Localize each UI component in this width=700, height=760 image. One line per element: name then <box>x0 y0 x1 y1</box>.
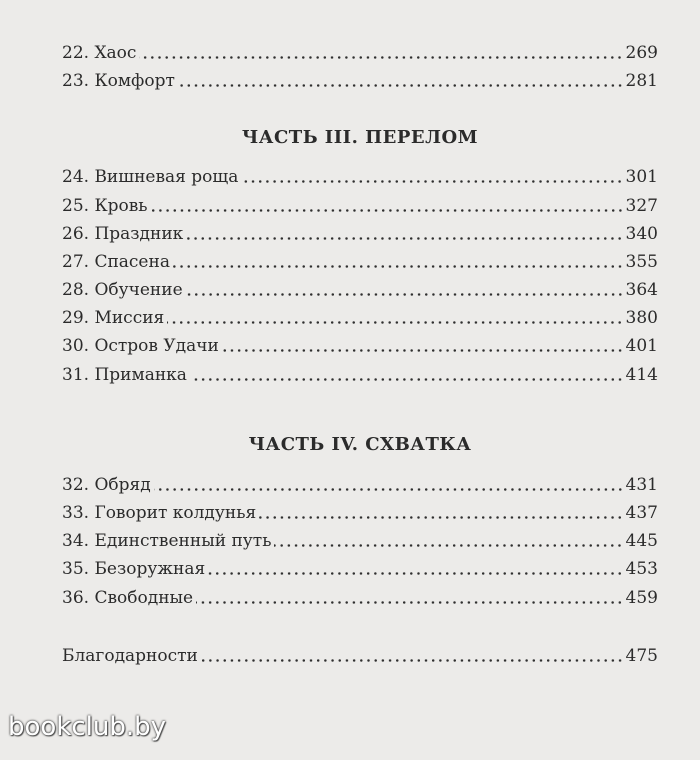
toc-entry-acknowledgements[interactable] <box>62 640 658 666</box>
toc-entry-title: Благодарности <box>62 646 198 666</box>
toc-entry-title: 31. Приманка <box>62 365 187 385</box>
watermark: bookclub.by <box>8 712 167 742</box>
toc-entry-title: 28. Обучение <box>62 280 183 300</box>
dot-leader <box>274 544 623 547</box>
toc-entry[interactable] <box>62 37 658 63</box>
dot-leader <box>173 265 624 268</box>
toc-entry-page: 269 <box>625 43 658 63</box>
toc-entry-page: 431 <box>625 475 658 495</box>
toc-entry-page: 281 <box>625 71 658 91</box>
dot-leader <box>196 601 623 604</box>
toc-entry-title: 36. Свободные <box>62 588 194 608</box>
toc-entry[interactable] <box>62 218 658 244</box>
toc-entry-title: 26. Праздник <box>62 224 184 244</box>
toc-entry-title: 34. Единственный путь <box>62 531 272 551</box>
toc-entry-title: 23. Комфорт <box>62 71 175 91</box>
toc-entry-page: 459 <box>625 588 658 608</box>
toc-entry-title: 32. Обряд <box>62 475 151 495</box>
toc-entry-page: 364 <box>625 280 658 300</box>
dot-leader <box>186 237 623 240</box>
dot-leader <box>154 488 624 491</box>
toc-entry-title: 24. Вишневая роща <box>62 167 239 187</box>
toc-entry-page: 445 <box>625 531 658 551</box>
toc-entry-title: 35. Безоружная <box>62 559 206 579</box>
toc-entry[interactable] <box>62 190 658 216</box>
toc-entry-page: 475 <box>625 646 658 666</box>
toc-entry-page: 355 <box>625 252 658 272</box>
dot-leader <box>139 56 623 59</box>
dot-leader <box>151 209 624 212</box>
toc-entry-page: 301 <box>625 167 658 187</box>
part-heading: ЧАСТЬ III. ПЕРЕЛОМ <box>241 127 479 148</box>
toc-entry[interactable] <box>62 553 658 579</box>
toc-entry-page: 380 <box>625 308 658 328</box>
toc-entry[interactable] <box>62 274 658 300</box>
dot-leader <box>222 349 624 352</box>
toc-entry-title: 27. Спасена <box>62 252 170 272</box>
dot-leader <box>190 378 624 381</box>
dot-leader <box>241 180 623 183</box>
toc-entry[interactable] <box>62 65 658 91</box>
toc-entry-title: 33. Говорит колдунья <box>62 503 257 523</box>
toc-entry-title: 29. Миссия <box>62 308 165 328</box>
dot-leader <box>167 321 623 324</box>
part-heading: ЧАСТЬ IV. СХВАТКА <box>248 434 472 455</box>
toc-entry-page: 340 <box>625 224 658 244</box>
toc-entry-title: 25. Кровь <box>62 196 148 216</box>
dot-leader <box>208 572 623 575</box>
dot-leader <box>178 84 624 87</box>
dot-leader <box>201 659 624 662</box>
toc-entry[interactable] <box>62 330 658 356</box>
toc-entry-title: 30. Остров Удачи <box>62 336 219 356</box>
toc-entry-title: 22. Хаос <box>62 43 137 63</box>
dot-leader <box>259 516 623 519</box>
toc-entry-page: 437 <box>625 503 658 523</box>
toc-entry[interactable] <box>62 582 658 608</box>
dot-leader <box>186 293 624 296</box>
toc-entry[interactable] <box>62 302 658 328</box>
toc-entry[interactable] <box>62 246 658 272</box>
toc-entry-page: 401 <box>625 336 658 356</box>
toc-entry[interactable] <box>62 469 658 495</box>
toc-entry-page: 453 <box>625 559 658 579</box>
toc-entry-page: 327 <box>625 196 658 216</box>
toc-entry[interactable] <box>62 497 658 523</box>
toc-entry[interactable] <box>62 525 658 551</box>
toc-entry[interactable] <box>62 161 658 187</box>
toc-entry[interactable] <box>62 359 658 385</box>
toc-entry-page: 414 <box>625 365 658 385</box>
